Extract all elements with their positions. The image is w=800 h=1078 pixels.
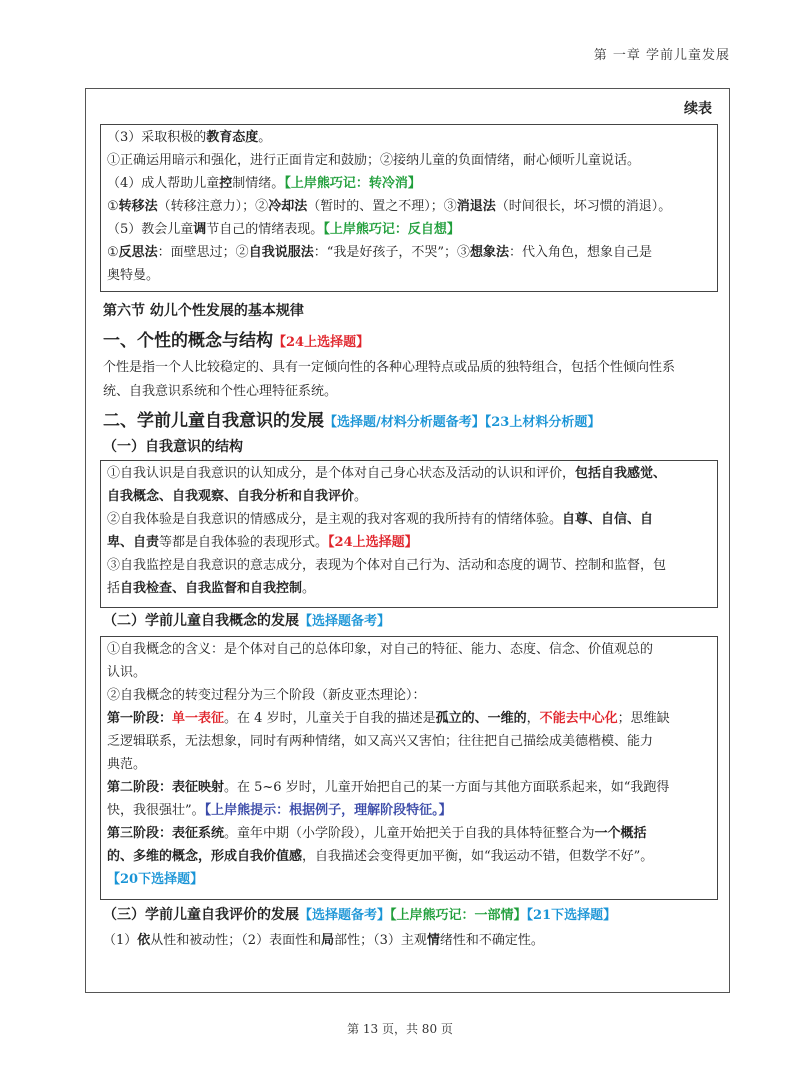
box1-line4 xyxy=(107,195,711,218)
text-run: ① xyxy=(107,245,119,260)
text-run: 依 xyxy=(137,933,151,948)
text-run: 不能去中心化 xyxy=(539,711,618,726)
subheading-structure: （一）自我意识的结构 xyxy=(103,439,243,455)
box3-tag: 【20下选择题】 xyxy=(107,872,204,887)
personality-paragraph: 个性是指一个人比较稳定的、具有一定倾向性的各种心理特点或品质的独特组合，包括个性倾向性系 统、自我意识系统和个性心理特征系统。 xyxy=(103,360,676,399)
text-run: （暂时的、置之不理）；③ xyxy=(307,199,457,214)
text-run: 转移法 xyxy=(118,199,158,214)
text-run: 冷却法 xyxy=(268,199,308,214)
box3-line3: ②自我概念的转变过程分为三个阶段（新皮亚杰理论）： xyxy=(107,688,426,703)
text-run: 情 xyxy=(426,933,440,948)
box2-line6: 括自我检查、自我监督和自我控制。 xyxy=(107,581,316,596)
text-run: 一个概括 xyxy=(594,826,647,841)
text-run: 第一阶段： xyxy=(107,711,173,726)
box1-line6 xyxy=(107,241,711,264)
text-run: 孤立的、一维的 xyxy=(435,711,527,726)
heading-personality: 一、个性的概念与结构【24上选择题】 xyxy=(103,331,370,351)
page-header-chapter: 第 一章 学前儿童发展 xyxy=(593,48,730,63)
box2-line4: 卑、自责等都是自我体验的表现形式。【24上选择题】 xyxy=(107,535,418,550)
box1-line2: ①正确运用暗示和强化，进行正面肯定和鼓励；②接纳儿童的负面情绪，耐心倾听儿童说话。 xyxy=(107,153,641,168)
text-run: 的、多维的概念，形成自我价值感 xyxy=(107,849,303,864)
box2-line3: ②自我体验是自我意识的情感成分，是主观的我对客观的我所持有的情绪体验。自尊、自信、自 xyxy=(107,512,654,527)
text-run: 从性和被动性；（2）表面性和 xyxy=(150,933,322,948)
self-concept-box xyxy=(100,636,718,900)
box1-line5: （5）教会儿童调节自己的情绪表现。【上岸熊巧记：反自想】 xyxy=(107,222,460,237)
text-run: 绪性和不确定性。 xyxy=(439,933,544,948)
box3-stage3 xyxy=(107,822,711,845)
box1-line1: （3）采取积极的教育态度。 xyxy=(107,130,272,145)
text-run: 局 xyxy=(321,933,335,948)
text-run: ， xyxy=(526,711,540,726)
text-run: 。在 5~6 岁时，儿童开始把自己的某一方面与其他方面联系起来，如“我跑得 xyxy=(224,780,670,795)
box3-line5: 乏逻辑联系，无法想象，同时有两种情绪，如又高兴又害怕；往往把自己描绘成美德楷模、能力 xyxy=(107,734,654,749)
box3-line8 xyxy=(107,799,711,822)
text-run: 想象法 xyxy=(470,245,510,260)
text-run: （1） xyxy=(103,933,138,948)
box1-line7: 奥特曼。 xyxy=(107,268,160,283)
box2-line2: 自我概念、自我观察、自我分析和自我评价。 xyxy=(107,489,368,504)
text-run: 自我说服法 xyxy=(248,245,314,260)
text-run: ：代入角色，想象自己是 xyxy=(509,245,653,260)
text-run: 部性；（3）主观 xyxy=(334,933,427,948)
text-run: 第二阶段：表征映射 xyxy=(107,780,225,795)
box2-line5: ③自我监控是自我意识的意志成分，表现为个体对自己行为、活动和态度的调节、控制和监督，包 xyxy=(107,558,667,573)
table-continued-label: 续表 xyxy=(684,101,712,117)
text-run: ① xyxy=(107,199,119,214)
text-run: 快，我很强壮”。 xyxy=(107,803,205,818)
text-run: （时间很长，坏习惯的消退）。 xyxy=(495,199,672,214)
subheading-self-evaluation: （三）学前儿童自我评价的发展【选择题备考】【上岸熊巧记：一部情】【21下选择题】 xyxy=(103,907,617,923)
box3-line6: 典范。 xyxy=(107,757,147,772)
text-run: 。童年中期（小学阶段），儿童开始把关于自我的具体特征整合为 xyxy=(224,826,595,841)
self-awareness-structure-box xyxy=(100,460,718,608)
text-run: 。在 4 岁时，儿童关于自我的描述是 xyxy=(224,711,436,726)
box3-line10 xyxy=(107,845,711,868)
text-run: 【上岸熊提示：根据例子，理解阶段特征。】 xyxy=(204,803,452,818)
text-run: 单一表征 xyxy=(172,711,225,726)
page-footer: 第 13 页，共 80 页 xyxy=(347,1022,453,1036)
text-run: ，自我描述会变得更加平衡，如“我运动不错，但数学不好”。 xyxy=(302,849,654,864)
text-run: ：面壁思过；② xyxy=(157,245,249,260)
emotion-methods-box xyxy=(100,124,718,292)
heading-self-awareness: 二、学前儿童自我意识的发展【选择题/材料分析题备考】【23上材料分析题】 xyxy=(103,411,601,431)
subheading-self-concept: （二）学前儿童自我概念的发展【选择题备考】 xyxy=(103,613,391,629)
section-title: 第六节 幼儿个性发展的基本规律 xyxy=(103,303,304,319)
self-evaluation-traits xyxy=(103,930,718,952)
box2-line1: ①自我认识是自我意识的认知成分，是个体对自己身心状态及活动的认识和评价，包括自我感觉、 xyxy=(107,466,667,481)
box3-stage1 xyxy=(107,707,711,730)
text-run: ：“我是好孩子，不哭”；③ xyxy=(313,245,470,260)
text-run: 第三阶段：表征系统 xyxy=(107,826,225,841)
text-run: （转移注意力）；② xyxy=(157,199,269,214)
box3-line1: ①自我概念的含义：是个体对自己的总体印象，对自己的特征、能力、态度、信念、价值观总的 xyxy=(107,642,654,657)
box3-stage2 xyxy=(107,776,711,799)
text-run: 反思法 xyxy=(118,245,158,260)
text-run: 消退法 xyxy=(456,199,496,214)
text-run: ；思维缺 xyxy=(617,711,670,726)
box1-line3: （4）成人帮助儿童控制情绪。【上岸熊巧记：转冷消】 xyxy=(107,176,421,191)
box3-line2: 认识。 xyxy=(107,665,147,680)
